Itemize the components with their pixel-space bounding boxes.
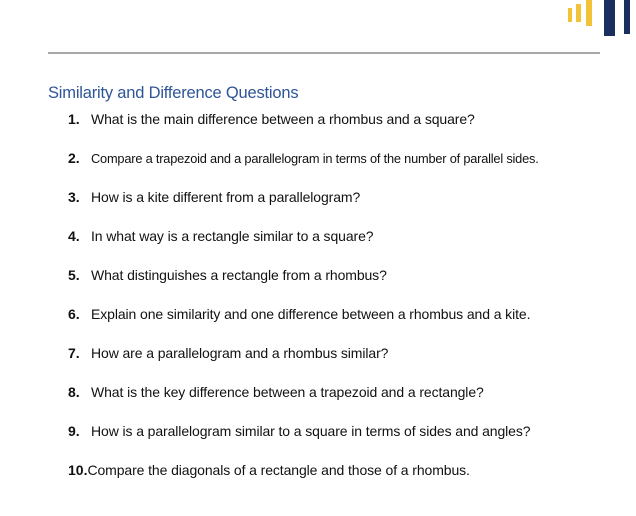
question-text: What is the main difference between a rhombus and a square? (91, 111, 475, 127)
question-text: How is a kite different from a parallelogram? (91, 189, 361, 205)
logo-bar-5 (624, 0, 630, 34)
question-text: Explain one similarity and one difference between a rhombus and a kite. (91, 306, 531, 322)
question-number: 3. (68, 189, 80, 205)
question-list (68, 110, 539, 500)
question-text: How is a parallelogram similar to a square in terms of sides and angles? (91, 423, 531, 439)
question-number: 2. (68, 150, 80, 166)
question-number: 4. (68, 228, 80, 244)
question-number: 9. (68, 423, 80, 439)
question-number: 6. (68, 306, 80, 322)
question-item (68, 383, 539, 422)
question-item (68, 227, 539, 266)
question-item (68, 110, 539, 149)
logo-bar-4 (604, 0, 615, 36)
question-text: How are a parallelogram and a rhombus similar? (91, 345, 389, 361)
question-text: What is the key difference between a trapezoid and a rectangle? (91, 384, 484, 400)
question-item (68, 461, 539, 500)
question-number: 1. (68, 111, 80, 127)
question-item (68, 188, 539, 227)
logo-bar-1 (568, 8, 572, 22)
horizontal-divider (48, 52, 600, 54)
question-text: In what way is a rectangle similar to a square? (91, 228, 374, 244)
logo-bar-3 (586, 0, 592, 26)
question-number: 8. (68, 384, 80, 400)
logo-bars-icon (560, 0, 636, 40)
section-heading: Similarity and Difference Questions (48, 84, 299, 102)
question-item (68, 149, 539, 188)
question-item (68, 266, 539, 305)
logo-bar-2 (576, 4, 581, 22)
question-text: What distinguishes a rectangle from a rhombus? (91, 267, 387, 283)
question-item (68, 422, 539, 461)
question-text: Compare a trapezoid and a parallelogram in terms of the number of parallel sides. (91, 151, 539, 166)
question-number: 7. (68, 345, 80, 361)
question-number: 5. (68, 267, 80, 283)
question-item (68, 305, 539, 344)
question-text: Compare the diagonals of a rectangle and those of a rhombus. (87, 462, 470, 478)
question-number: 10. (68, 462, 88, 478)
question-item (68, 344, 539, 383)
